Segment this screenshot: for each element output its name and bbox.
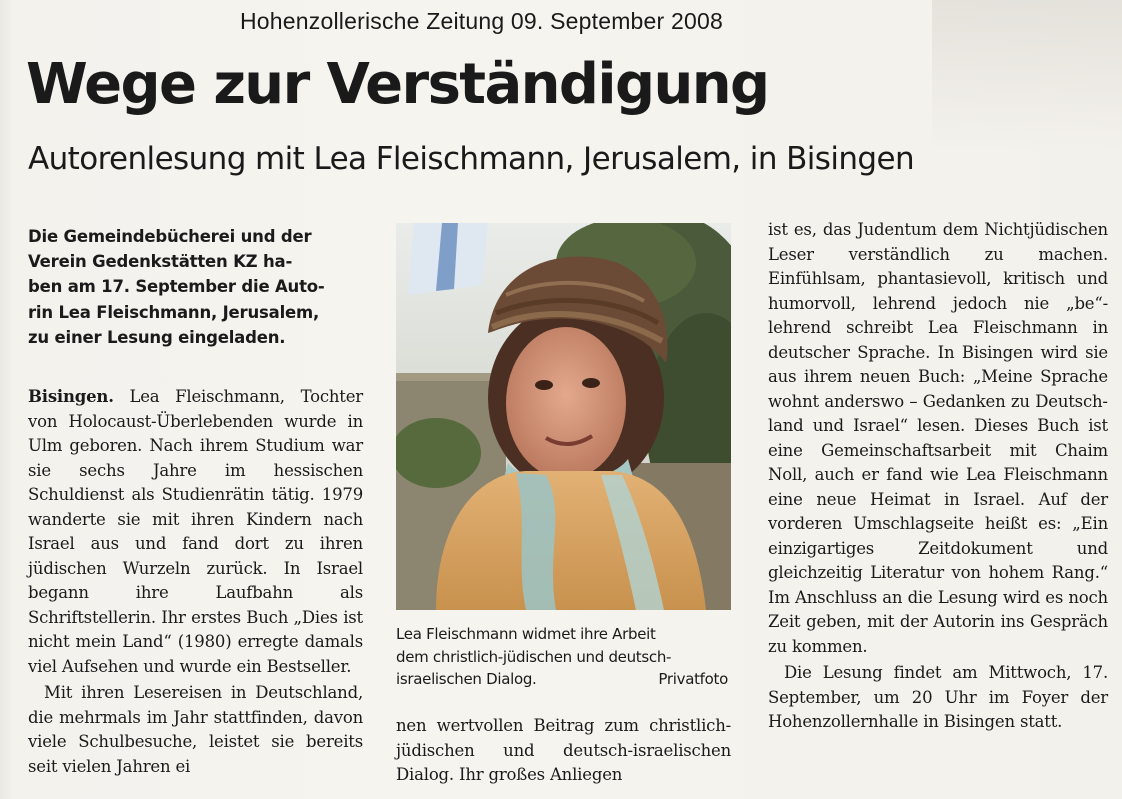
intro-line: rin Lea Fleischmann, Jerusalem, [28,302,320,322]
caption-text: israelischen Dialog. [396,670,537,688]
column-1 [28,385,363,779]
body-paragraph [396,714,731,788]
bleed-through-shadow [932,0,1122,150]
paragraph-text: Lea Fleischmann, Tochter von Holocaust-Überlebenden wurde in Ulm geboren. Nach ihrem Studium war sie sechs Jahre im hessischen Schuldienst als Studienrätin tätig. 1979 wanderte sie mit ihren Kindern nach Israel aus und fand dort zu ihren jüdischen Wurzeln zurück. In Israel begann ihre Laufbahn als Schriftstellerin. Ihr erstes Buch „Dies ist nicht mein Land“ (1980) erregte damals viel Aufsehen und wurde ein Bestseller. [28,387,363,676]
photo-credit: Privatfoto [658,670,728,688]
subheadline: Autorenlesung mit Lea Fleischmann, Jerusalem, in Bisingen [28,141,915,177]
caption-line [396,646,734,669]
body-paragraph [28,681,363,779]
body-paragraph [28,385,363,679]
headline: Wege zur Verständigung [26,52,769,117]
paragraph-text: Die Lesung findet am Mittwoch, 17. September, um 20 Uhr im Foyer der Hohenzollernhalle in Bisingen statt. [768,663,1108,731]
column-3 [768,218,1108,735]
intro-paragraph [28,224,363,350]
intro-line: Verein Gedenkstätten KZ ha- [28,252,293,272]
dateline: Bisingen. [28,387,114,406]
caption-line [396,668,734,691]
intro-line: ben am 17. September die Auto- [28,277,325,297]
paragraph-text: Mit ihren Lesereisen in Deutschland, die mehrmals im Jahr stattfinden, davon viele Schulbesuche, leistet sie bereits seit vielen Jahren ei [28,683,363,776]
paragraph-text: ist es, das Judentum dem Nichtjüdischen Leser verständlich zu machen. Einfühlsam, phantasievoll, kritisch und humorvoll, lehrend jedoch nie „be“-lehrend schreibt Lea Fleischmann in deutscher Sprache. In Bisingen wird sie aus ihrem neuen Buch: „Meine Sprache wohnt anderswo – Gedanken zu Deutschland und Israel“ lesen. Dieses Buch ist eine Gemeinschaftsarbeit mit Chaim Noll, auch er fand wie Lea Fleischmann eine neue Heimat in Israel. Auf der vorderen Umschlagseite heißt es: „Ein einzigartiges Zeitdokument und gleichzeitig Literatur von hohem Rang.“ Im Anschluss an die Lesung wird es noch Zeit geben, mit der Autorin ins Gespräch zu kommen. [768,220,1108,656]
intro-line: Die Gemeindebücherei und der [28,227,312,246]
photo-caption [396,623,734,691]
body-paragraph [768,661,1108,735]
intro-line: zu einer Lesung eingeladen. [28,327,286,347]
source-line: Hohenzollerische Zeitung 09. September 2008 [240,8,723,34]
paragraph-text: nen wertvollen Beitrag zum christlich-jüdischen und deutsch-israelischen Dialog. Ihr großes Anliegen [396,716,731,784]
caption-line [396,623,734,646]
author-photo [396,223,731,610]
column-2 [396,714,731,788]
caption-text: Lea Fleischmann widmet ihre Arbeit [396,625,656,643]
body-paragraph [768,218,1108,659]
caption-text: dem christlich-jüdischen und deutsch- [396,647,672,666]
